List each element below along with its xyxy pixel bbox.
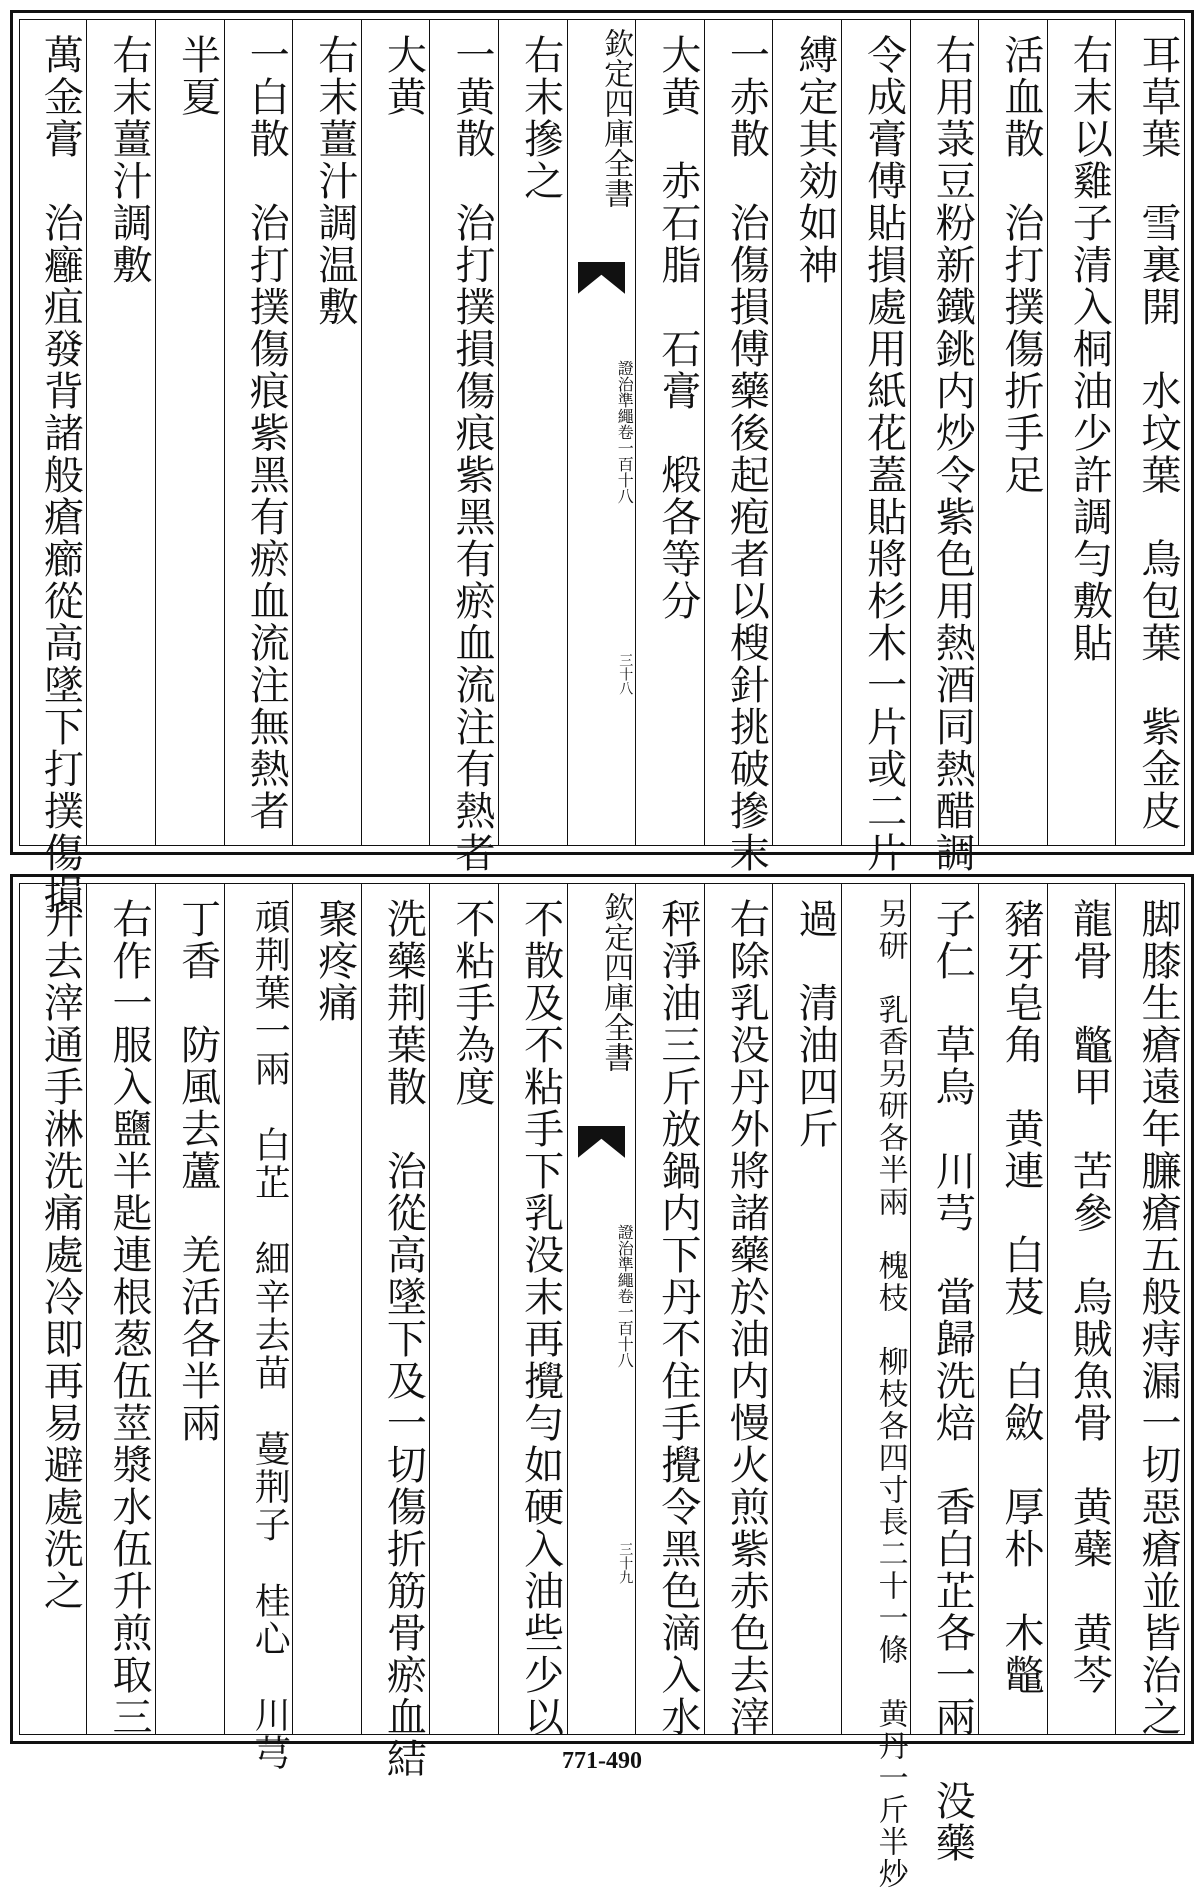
column-text: 聚疼痛 bbox=[311, 898, 358, 1024]
text-column bbox=[1115, 20, 1184, 845]
column-text: 過 清油四斤 bbox=[792, 898, 838, 1150]
text-column bbox=[704, 884, 773, 1738]
column-text: 不粘手為度 bbox=[449, 898, 495, 1108]
column-text: 一白散 治打撲傷痕紫黑有瘀血流注無熱者 bbox=[243, 34, 290, 832]
text-column bbox=[978, 20, 1047, 845]
text-column bbox=[704, 20, 773, 874]
text-column bbox=[910, 884, 979, 1864]
column-text: 半夏 bbox=[174, 34, 221, 118]
text-column bbox=[15, 20, 86, 916]
column-text: 一黄散 治打撲損傷痕紫黑有瘀血流注有熱者 bbox=[449, 34, 495, 874]
column-text: 頑荆葉一兩 白芷 細辛去苗 蔓荆子 桂心 川芎 bbox=[249, 898, 291, 1772]
text-column bbox=[361, 20, 430, 845]
text-column bbox=[86, 884, 155, 1738]
fish-tail-mark bbox=[578, 262, 626, 294]
page-code: 771-490 bbox=[562, 1748, 642, 1774]
column-text: 縛定其効如神 bbox=[792, 34, 838, 286]
text-column bbox=[155, 20, 224, 845]
column-text: 不散及不粘手下乳没末再攪勻如硬入油些少以 bbox=[517, 898, 564, 1738]
text-column bbox=[86, 20, 155, 845]
text-column bbox=[1047, 20, 1116, 845]
column-text: 洗藥荆葉散 治從高墜下及一切傷折筋骨瘀血結 bbox=[380, 898, 427, 1780]
column-text: 耳草葉 雪裏開 水坟葉 鳥包葉 紫金皮 bbox=[1135, 34, 1181, 832]
text-column bbox=[1115, 884, 1184, 1738]
center-gutter bbox=[567, 884, 636, 1734]
column-text: 右末摻之 bbox=[517, 34, 564, 202]
book-title: 欽定四庫全書 bbox=[598, 28, 634, 208]
column-text: 右末以雞子清入桐油少許調勻敷貼 bbox=[1066, 34, 1113, 664]
column-text: 升去滓通手淋洗痛處冷即再易避處洗之 bbox=[37, 898, 84, 1612]
column-text: 龍骨 鼈甲 苦參 烏賊魚骨 黄蘗 黄芩 bbox=[1066, 898, 1113, 1696]
top-page-frame bbox=[19, 19, 1185, 916]
text-column bbox=[772, 884, 841, 1734]
text-column bbox=[361, 884, 430, 1780]
column-text: 右末薑汁調敷 bbox=[106, 34, 152, 286]
gutter-subtitle: 證治準繩卷一百十八 bbox=[615, 1224, 635, 1368]
text-column bbox=[635, 20, 704, 845]
gutter-subtitle: 證治準繩卷一百十八 bbox=[615, 360, 635, 504]
top-page-panel bbox=[10, 10, 1194, 916]
text-column bbox=[841, 884, 910, 1890]
column-text: 大黄 赤石脂 石膏 煅各等分 bbox=[654, 34, 701, 622]
column-text: 脚膝生瘡遠年臁瘡五般痔漏一切惡瘡並皆治之 bbox=[1135, 898, 1181, 1738]
column-text: 丁香 防風去蘆 羌活各半兩 bbox=[174, 898, 221, 1444]
text-column bbox=[978, 884, 1047, 1734]
text-column bbox=[772, 20, 841, 845]
text-column bbox=[498, 20, 567, 845]
text-column bbox=[429, 884, 498, 1734]
column-text: 萬金膏 治癰疽發背諸般瘡癤從高墜下打撲傷損 bbox=[37, 34, 84, 916]
text-column bbox=[1047, 884, 1116, 1734]
column-text: 右用菉豆粉新鐵銚内炒令紫色用熱酒同熱醋調 bbox=[929, 34, 976, 874]
column-text: 另研 乳香另研各半兩 槐枝 柳枝各四寸長二十一條 黄丹一斤半炒 bbox=[872, 898, 908, 1890]
text-column bbox=[910, 20, 979, 874]
book-title: 欽定四庫全書 bbox=[598, 892, 634, 1072]
column-text: 一赤散 治傷損傅藥後起疱者以㮴針挑破摻末 bbox=[723, 34, 770, 874]
column-text: 活血散 治打撲傷折手足 bbox=[997, 34, 1044, 496]
column-text: 豬牙皂角 黄連 白芨 白斂 厚朴 木鼈 bbox=[997, 898, 1044, 1696]
column-text: 子仁 草烏 川芎 當歸洗焙 香白芷各一兩 没藥 bbox=[929, 898, 976, 1864]
text-column bbox=[498, 884, 567, 1738]
column-text: 秤淨油三斤放鍋内下丹不住手攪令黑色滴入水 bbox=[654, 898, 701, 1738]
text-column bbox=[635, 884, 704, 1738]
center-gutter bbox=[567, 20, 636, 845]
page-number: 三十八 bbox=[617, 653, 634, 695]
fish-tail-mark bbox=[578, 1126, 626, 1158]
text-column bbox=[224, 884, 293, 1772]
column-text: 右除乳没丹外將諸藥於油内慢火煎紫赤色去滓 bbox=[723, 898, 770, 1738]
text-column bbox=[15, 884, 86, 1734]
page-number: 三十九 bbox=[617, 1542, 634, 1584]
column-text: 令成膏傅貼損處用紙花蓋貼將杉木一片或二片 bbox=[860, 34, 907, 874]
column-text: 大黄 bbox=[380, 34, 427, 118]
column-text: 右作一服入鹽半匙連根葱伍莖漿水伍升煎取三 bbox=[106, 898, 152, 1738]
text-column bbox=[224, 20, 293, 845]
text-column bbox=[155, 884, 224, 1734]
text-column bbox=[841, 20, 910, 874]
text-column bbox=[429, 20, 498, 874]
text-column bbox=[292, 884, 361, 1734]
text-column bbox=[292, 20, 361, 845]
column-text: 右末薑汁調温敷 bbox=[311, 34, 358, 328]
